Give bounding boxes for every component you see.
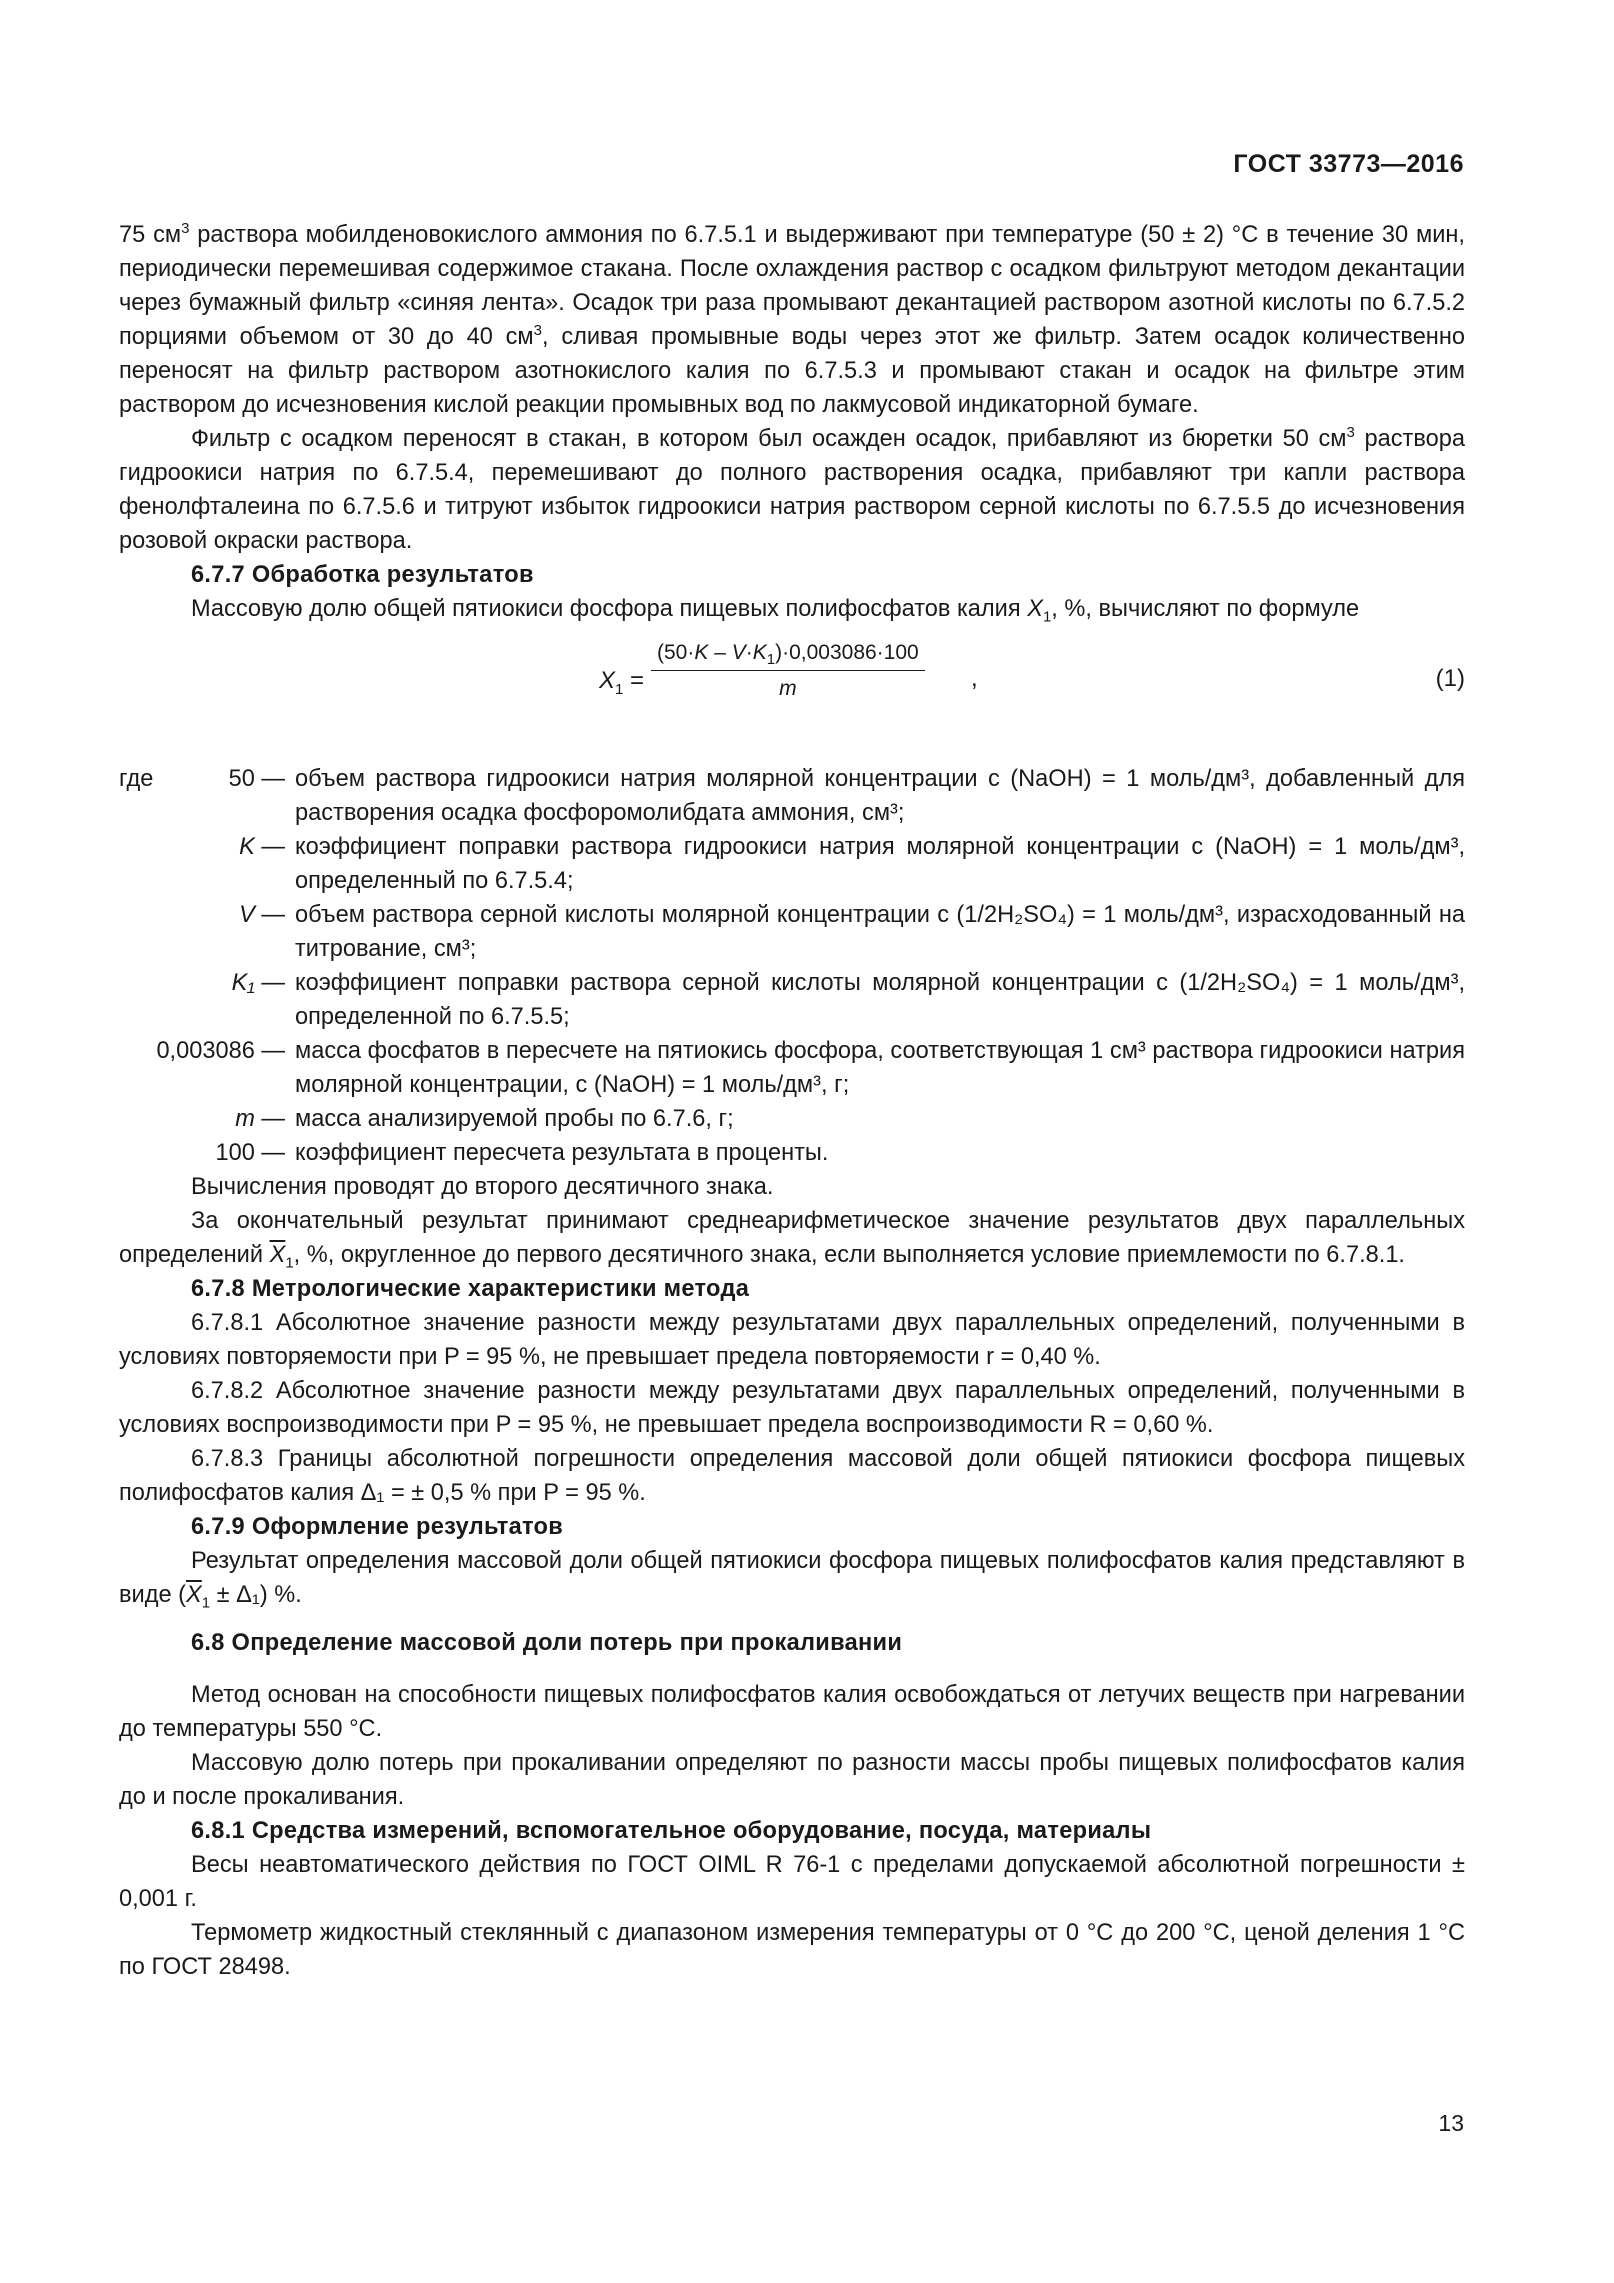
formula-fraction — [651, 636, 925, 707]
formula-1 — [119, 636, 1465, 746]
paragraph-loss-determination: Массовую долю потерь при прокаливании определяют по разности массы пробы пищевых полифосфатов калия до и после прокаливания. — [119, 1750, 1465, 1810]
paragraph-formula-intro: Массовую долю общей пятиокиси фосфора пищевых полифосфатов калия $X_1$, %, вычисляют по формуле — [191, 596, 1360, 626]
section-heading-681: 6.8.1 Средства измерений, вспомогательное оборудование, посуда, материалы — [191, 1818, 1152, 1844]
definition-row — [119, 898, 1465, 966]
section-heading-677: 6.7.7 Обработка результатов — [191, 562, 534, 588]
formula-numerator: $(50\cdot K - V\cdot K_1)\cdot 0,003086\cdot 100$ — [651, 636, 925, 671]
definition-symbol: 50 — — [228, 766, 285, 792]
definition-row — [119, 1102, 1465, 1136]
formula-lhs: $X_1$ = — [599, 667, 645, 698]
formula-denominator: m — [779, 677, 797, 700]
section-heading-679: 6.7.9 Оформление результатов — [191, 1514, 564, 1540]
definition-symbol: K — — [239, 834, 285, 860]
paragraph-calculation-precision: Вычисления проводят до второго десятичного знака. — [191, 1174, 774, 1200]
definition-row — [119, 830, 1465, 898]
section-heading-68: 6.8 Определение массовой доли потерь при прокаливании — [191, 1630, 903, 1656]
variable-definitions — [119, 762, 1465, 1170]
formula-comma: , — [971, 665, 978, 692]
paragraph-6781: 6.7.8.1 Абсолютное значение разности между результатами двух параллельных определений, полученными в условиях повторяемости при P = 95 %, не превышает предела повторяемости r = 0,40 %. — [119, 1310, 1465, 1370]
definition-row — [119, 1034, 1465, 1102]
paragraph-result-format: Результат определения массовой доли общей пятиокиси фосфора пищевых полифосфатов калия представляют в виде $(\overline{X}_1 \pm \Delta_1)$ %. — [119, 1548, 1465, 1612]
definition-symbol: V — — [239, 902, 285, 928]
definition-symbol: K₁ — — [231, 970, 285, 996]
definition-text: коэффициент пересчета результата в проценты. — [295, 1140, 829, 1166]
paragraph-final-result: За окончательный результат принимают среднеарифметическое значение результатов двух параллельных определений $\overline{X}_1$, %, округленное до первого десятичного знака, если выполняется условие приемлемости по 6.7.8.1. — [119, 1208, 1465, 1272]
paragraph-ammonium-precipitation: 75 $см^3$ раствора мобилденовокислого аммония по 6.7.5.1 и выдерживают при температуре (50 ± 2) °С в течение 30 мин, периодически перемешивая содержимое стакана. После охлаждения раствор с осадком фильтруют методом декантации через бумажный фильтр «синяя лента». Осадок три раза промывают декантацией раствором азотной кислоты по 6.7.5.2 порциями объемом от 30 до 40 $см^3$, сливая промывные воды через этот же фильтр. Затем осадок количественно переносят на фильтр раствором азотнокислого калия по 6.7.5.3 и промывают стакан и осадок на фильтре этим раствором до исчезновения кислой реакции промывных вод по лакмусовой индикаторной бумаге. — [119, 220, 1465, 418]
where-label: где — [119, 766, 154, 792]
paragraph-method-basis: Метод основан на способности пищевых полифосфатов калия освобождаться от летучих веществ при нагревании до температуры 550 °С. — [119, 1682, 1465, 1742]
definition-text: коэффициент поправки раствора гидроокиси натрия молярной концентрации с (NaOH) = 1 моль/дм³, определенный по 6.7.5.4; — [295, 834, 1465, 894]
paragraph-6782: 6.7.8.2 Абсолютное значение разности между результатами двух параллельных определений, полученными в условиях воспроизводимости при P = 95 %, не превышает предела воспроизводимости R = 0,60 %. — [119, 1378, 1465, 1438]
standard-header: ГОСТ 33773—2016 — [1233, 150, 1464, 178]
page-number: 13 — [1438, 2110, 1464, 2136]
definition-row — [119, 1136, 1465, 1170]
formula-number: (1) — [1435, 665, 1465, 692]
definition-text: коэффициент поправки раствора серной кислоты молярной концентрации с (1/2H₂SO₄) = 1 моль/дм³, определенной по 6.7.5.5; — [295, 970, 1465, 1030]
page-content — [119, 218, 1465, 1984]
section-heading-678: 6.7.8 Метрологические характеристики метода — [191, 1276, 750, 1302]
definition-row — [119, 966, 1465, 1034]
definition-row — [119, 762, 1465, 830]
definition-symbol: 100 — — [215, 1140, 285, 1166]
paragraph-thermometer: Термометр жидкостный стеклянный с диапазоном измерения температуры от 0 °С до 200 °С, ценой деления 1 °С по ГОСТ 28498. — [119, 1920, 1465, 1980]
paragraph-filter-titration: Фильтр с осадком переносят в стакан, в котором был осажден осадок, прибавляют из бюретки 50 $см^3$ раствора гидроокиси натрия по 6.7.5.4, перемешивают до полного растворения осадка, прибавляют три капли раствора фенолфталеина по 6.7.5.6 и титруют избыток гидроокиси натрия раствором серной кислоты по 6.7.5.5 до исчезновения розовой окраски раствора. — [119, 424, 1465, 554]
definition-text: объем раствора серной кислоты молярной концентрации с (1/2H₂SO₄) = 1 моль/дм³, израсходованный на титрование, см³; — [295, 902, 1465, 962]
definition-symbol: m — — [235, 1106, 285, 1132]
paragraph-6783: 6.7.8.3 Границы абсолютной погрешности определения массовой доли общей пятиокиси фосфора пищевых полифосфатов калия Δ₁ = ± 0,5 % при P = 95 %. — [119, 1446, 1465, 1506]
definition-symbol: 0,003086 — — [156, 1038, 285, 1064]
definition-text: масса анализируемой пробы по 6.7.6, г; — [295, 1106, 734, 1132]
paragraph-scales: Весы неавтоматического действия по ГОСТ OIML R 76-1 с пределами допускаемой абсолютной погрешности ± 0,001 г. — [119, 1852, 1465, 1912]
definition-text: объем раствора гидроокиси натрия молярной концентрации с (NaOH) = 1 моль/дм³, добавленный для растворения осадка фосфоромолибдата аммония, см³; — [295, 766, 1465, 826]
definition-text: масса фосфатов в пересчете на пятиокись фосфора, соответствующая 1 см³ раствора гидроокиси натрия молярной концентрации, с (NaOH) = 1 моль/дм³, г; — [295, 1038, 1465, 1098]
